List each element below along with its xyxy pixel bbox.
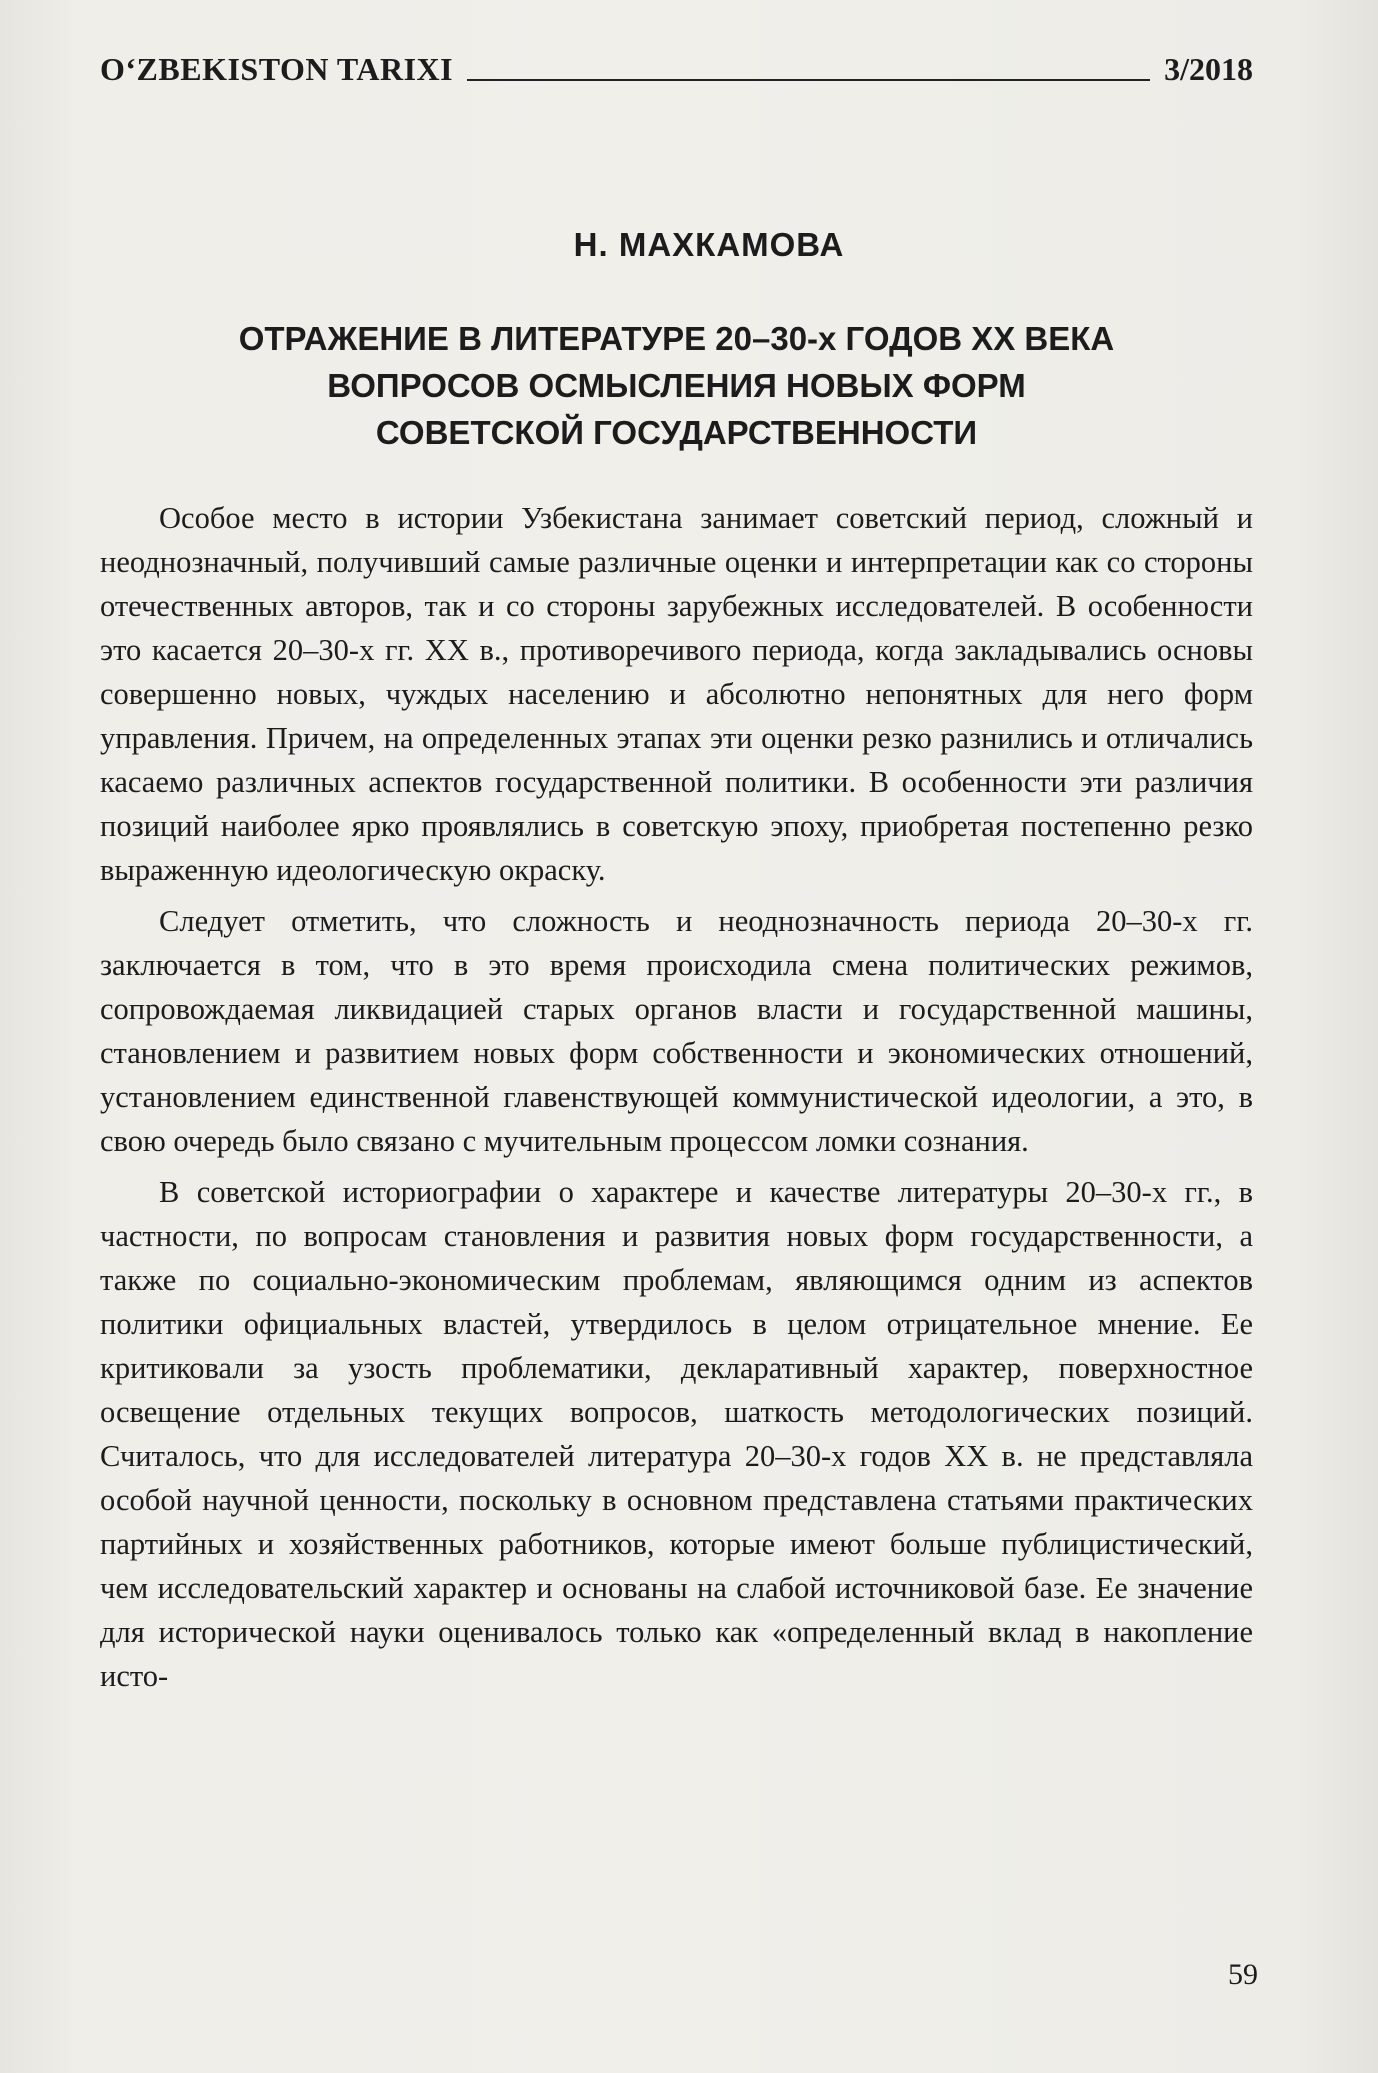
paragraph: Следует отметить, что сложность и неоднозначность периода 20–30-х гг. заключается в том, что в это время происходила смена политических режимов, сопровождаемая ликвидацией старых органов власти и государственной машины, становлением и развитием новых форм собственности и экономических отношений, установлением единственной главенствующей коммунистической идеологии, а это, в свою очередь было связано с мучительным процессом ломки сознания. [100, 904, 1253, 1158]
title-line: СОВЕТСКОЙ ГОСУДАРСТВЕННОСТИ [375, 414, 978, 451]
title-line: ВОПРОСОВ ОСМЫСЛЕНИЯ НОВЫХ ФОРМ [327, 367, 1026, 404]
article-body [100, 496, 1253, 1705]
paragraph: Особое место в истории Узбекистана занимает советский период, сложный и неоднозначный, получивший самые различные оценки и интерпретации как со стороны отечественных авторов, так и со стороны зарубежных исследователей. В особенности это касается 20–30-х гг. XX в., противоречивого периода, когда закладывались основы совершенно новых, чуждых населению и абсолютно непонятных для него форм управления. Причем, на определенных этапах эти оценки резко разнились и отличались касаемо различных аспектов государственной политики. В особенности эти различия позиций наиболее ярко проявлялись в советскую эпоху, приобретая постепенно резко выраженную идеологическую окраску. [100, 501, 1253, 887]
journal-name: O‘ZBEKISTON TARIXI [100, 51, 454, 87]
article-title [100, 315, 1253, 456]
running-head [100, 44, 1253, 88]
page-number: 59 [1228, 1958, 1258, 1991]
header-rule [467, 79, 1150, 81]
title-line: ОТРАЖЕНИЕ В ЛИТЕРАТУРЕ 20–30-х ГОДОВ XX ВЕКА [238, 320, 1115, 357]
article-author: Н. МАХКАМОВА [573, 226, 845, 263]
issue-number: 3/2018 [1164, 51, 1253, 87]
paragraph: В советской историографии о характере и качестве литературы 20–30-х гг., в частности, по вопросам становления и развития новых форм государственности, а также по социально-экономическим проблемам, являющимся одним из аспектов политики официальных властей, утвердилось в целом отрицательное мнение. Ее критиковали за узость проблематики, декларативный характер, поверхностное освещение отдельных текущих вопросов, шаткость методологических позиций. Считалось, что для исследователей литература 20–30-х годов XX в. не представляла особой научной ценности, поскольку в основном представлена статьями практических партийных и хозяйственных работников, которые имеют больше публицистический, чем исследовательский характер и основаны на слабой источниковой базе. Ее значение для исторической науки оценивалось только как «определенный вклад в накопление исто- [100, 1175, 1253, 1693]
